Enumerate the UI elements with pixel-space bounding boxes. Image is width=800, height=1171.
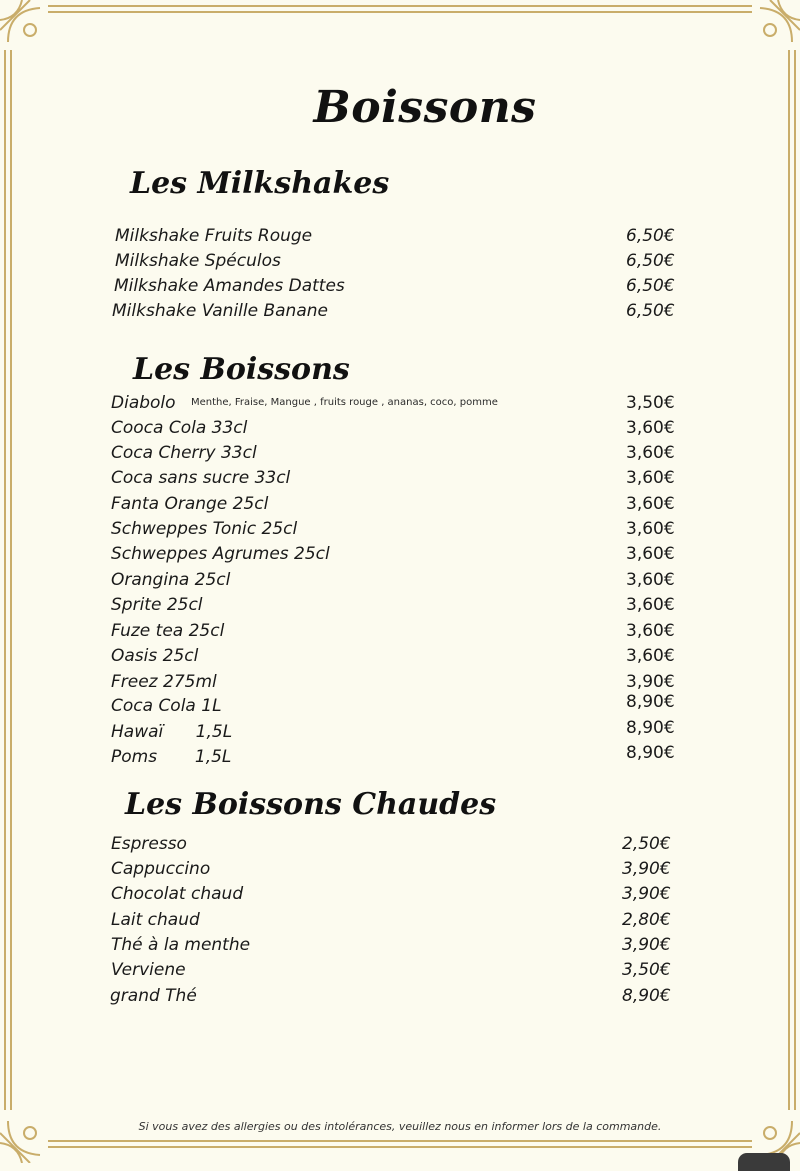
menu-item: Coca sans sucre 33cl 3,60€	[111, 468, 675, 488]
item-price: 8,90€	[622, 986, 671, 1006]
allergy-notice: Si vous avez des allergies ou des intolérances, veuillez nous en informer lors de la commande.	[138, 1120, 662, 1133]
menu-item: Thé à la menthe 3,90€	[111, 935, 671, 955]
item-price: 3,60€	[626, 519, 675, 539]
item-price: 3,90€	[622, 884, 671, 904]
item-price: 3,90€	[622, 859, 671, 879]
item-price: 3,60€	[626, 418, 675, 438]
item-price: 6,50€	[626, 301, 675, 321]
item-price: 3,50€	[626, 393, 675, 413]
menu-item: Milkshake Amandes Dattes 6,50€	[114, 276, 675, 296]
item-price: 3,60€	[626, 494, 675, 514]
item-price: 3,60€	[626, 621, 675, 641]
item-price: 3,60€	[626, 646, 675, 666]
item-note: Menthe, Fraise, Mangue , fruits rouge , ananas, coco, pomme	[191, 397, 498, 408]
menu-item: Milkshake Fruits Rouge 6,50€	[115, 226, 675, 246]
item-price: 8,90€	[626, 743, 675, 763]
item-price: 2,80€	[622, 910, 671, 930]
item-price: 6,50€	[626, 276, 675, 296]
menu-item: Schweppes Agrumes 25cl 3,60€	[111, 544, 675, 564]
menu-item: Coca Cola 1L 8,90€	[111, 692, 675, 716]
item-price: 8,90€	[626, 718, 675, 738]
section-title-boissons: Les Boissons	[133, 352, 350, 387]
page-title: Boissons	[313, 82, 537, 133]
menu-item: Milkshake Vanille Banane 6,50€	[112, 301, 675, 321]
section-title-milkshakes: Les Milkshakes	[130, 166, 390, 201]
menu-item: Freez 275ml 3,90€	[111, 672, 675, 692]
menu-item: grand Thé 8,90€	[110, 986, 671, 1006]
menu-item: Poms 1,5L 8,90€	[111, 743, 675, 767]
page-corner-badge	[738, 1153, 790, 1171]
menu-item: Diabolo Menthe, Fraise, Mangue , fruits rouge , ananas, coco, pomme 3,50€	[111, 393, 675, 413]
item-price: 6,50€	[626, 251, 675, 271]
item-price: 2,50€	[622, 834, 671, 854]
item-price: 3,50€	[622, 960, 671, 980]
item-price: 3,90€	[622, 935, 671, 955]
menu-item: Lait chaud 2,80€	[111, 910, 671, 930]
menu-item: Schweppes Tonic 25cl 3,60€	[111, 519, 675, 539]
menu-item: Sprite 25cl 3,60€	[111, 595, 675, 615]
item-price: 3,60€	[626, 544, 675, 564]
menu-item: Fuze tea 25cl 3,60€	[111, 621, 675, 641]
menu-item: Verviene 3,50€	[111, 960, 671, 980]
menu-item: Oasis 25cl 3,60€	[111, 646, 675, 666]
menu-item: Orangina 25cl 3,60€	[111, 570, 675, 590]
item-price: 3,60€	[626, 468, 675, 488]
menu-item: Coca Cherry 33cl 3,60€	[111, 443, 675, 463]
menu-item: Chocolat chaud 3,90€	[111, 884, 671, 904]
item-price: 6,50€	[626, 226, 675, 246]
menu-item: Cooca Cola 33cl 3,60€	[111, 418, 675, 438]
menu-item: Milkshake Spéculos 6,50€	[115, 251, 675, 271]
menu-item: Espresso 2,50€	[111, 834, 671, 854]
menu-item: Fanta Orange 25cl 3,60€	[111, 494, 675, 514]
item-price: 3,60€	[626, 595, 675, 615]
menu-item: Hawaï 1,5L 8,90€	[111, 718, 675, 742]
item-price: 3,60€	[626, 570, 675, 590]
corner-ornament-top-left	[0, 0, 40, 42]
item-price: 3,90€	[626, 672, 675, 692]
section-title-boissons-chaudes: Les Boissons Chaudes	[125, 787, 497, 822]
item-price: 3,60€	[626, 443, 675, 463]
menu-item: Cappuccino 3,90€	[111, 859, 671, 879]
item-price: 8,90€	[626, 692, 675, 712]
